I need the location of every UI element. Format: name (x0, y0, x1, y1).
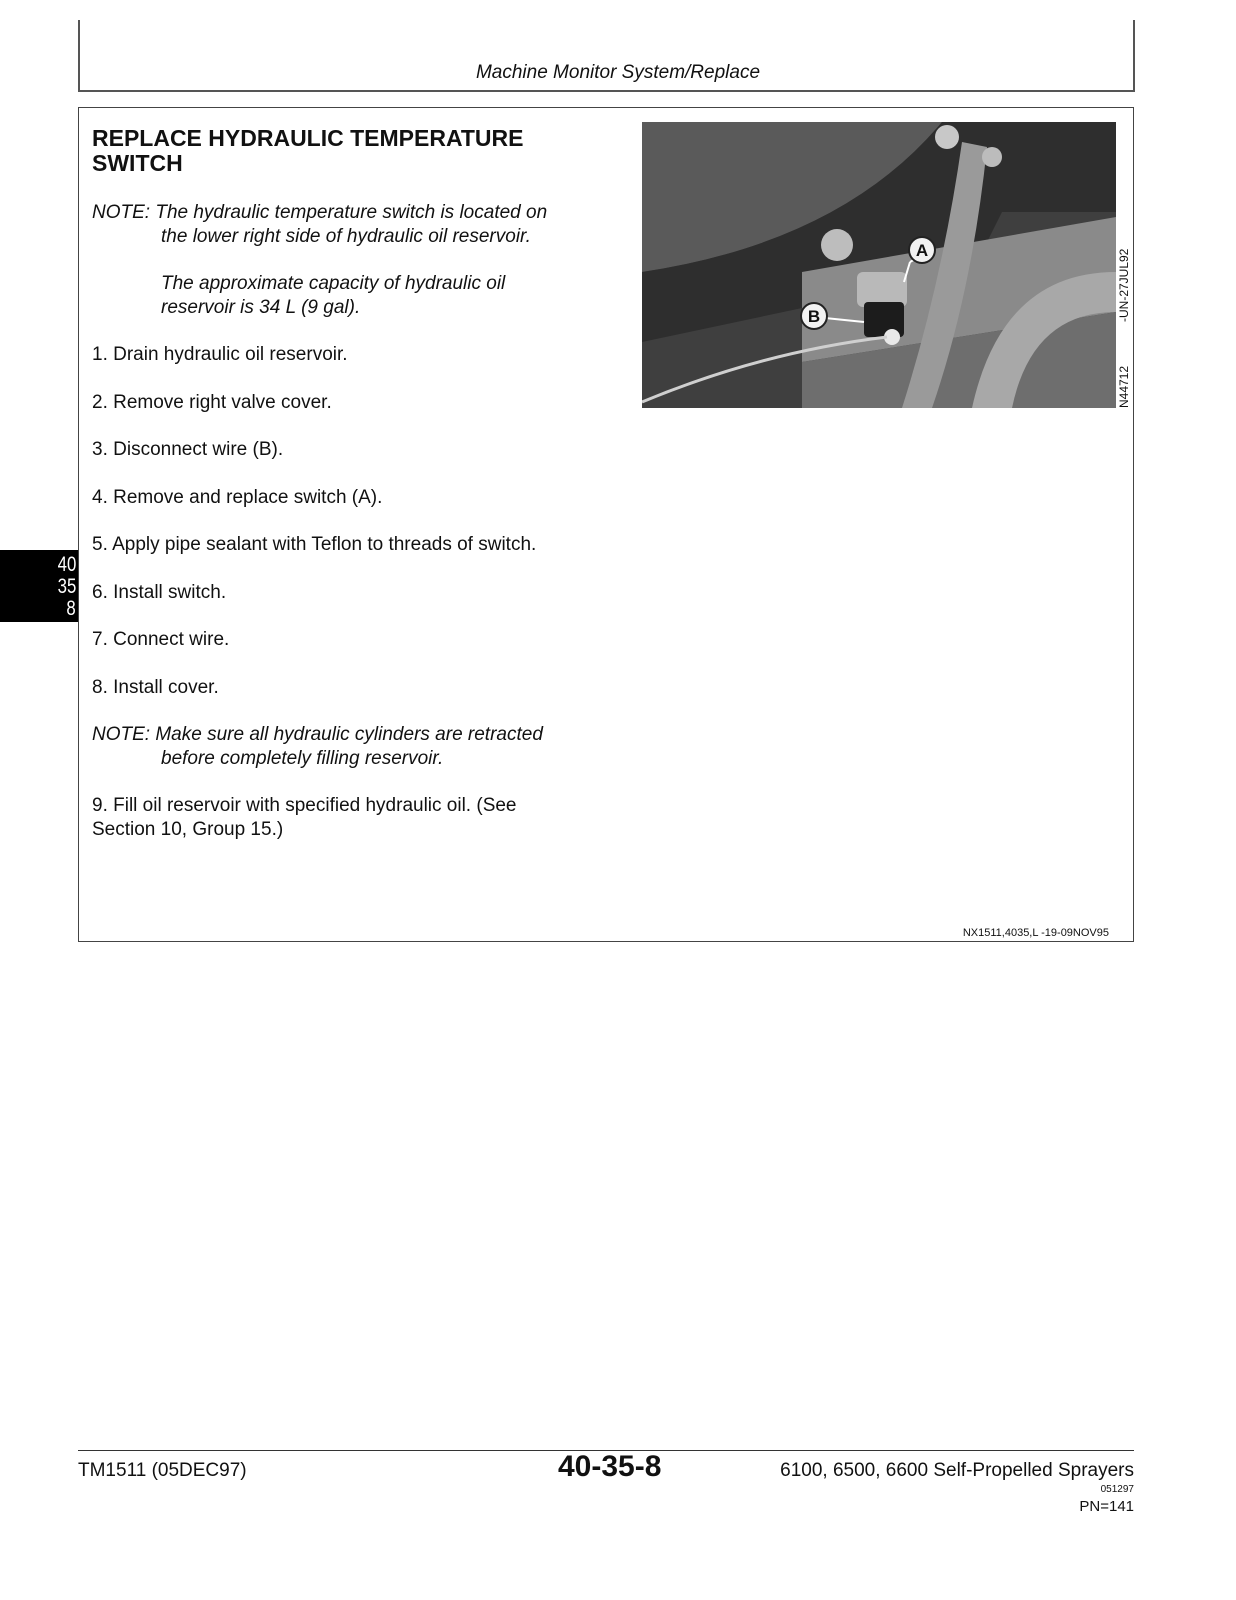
photo-code-top: -UN-27JUL92 (1117, 248, 1131, 322)
note-text: The hydraulic temperature switch is located on (155, 202, 548, 223)
switch-photo (642, 122, 1116, 408)
step-5: 5. Apply pipe sealant with Teflon to threads of switch. (92, 534, 537, 555)
step-3: 3. Disconnect wire (B). (92, 439, 284, 460)
note-label: NOTE: (92, 202, 151, 223)
photo-code-bottom: N44712 (1117, 365, 1131, 408)
content-box (78, 107, 1134, 942)
note-2 (92, 723, 592, 771)
footer-product-title: 6100, 6500, 6600 Self-Propelled Sprayers (780, 1460, 1134, 1481)
note-text: the lower right side of hydraulic oil reservoir. (161, 226, 531, 247)
header-rule (78, 90, 1135, 92)
section-side-tab (0, 550, 78, 622)
note-text: The approximate capacity of hydraulic oil (161, 273, 506, 294)
note-text: reservoir is 34 L (9 gal). (161, 297, 361, 318)
note-text: before completely filling reservoir. (161, 748, 444, 769)
side-tab-page: 8 (66, 597, 76, 620)
note-1 (92, 201, 592, 249)
step-9-line: Section 10, Group 15.) (92, 819, 284, 840)
callout-a-label: A (915, 241, 929, 260)
note-1-paragraph-2 (92, 272, 592, 320)
switch-photo-graphic (642, 122, 1116, 408)
photo-code (1115, 248, 1135, 408)
step-9 (92, 794, 592, 842)
reference-code: NX1511,4035,L -19-09NOV95 (962, 927, 1109, 939)
note-text: Make sure all hydraulic cylinders are retracted (155, 724, 543, 745)
step-6: 6. Install switch. (92, 582, 227, 603)
step-2: 2. Remove right valve cover. (92, 392, 332, 413)
step-9-line: 9. Fill oil reservoir with specified hydraulic oil. (See (92, 795, 517, 816)
footer-page-number: 40-35-8 (558, 1450, 662, 1483)
footer-manual-id: TM1511 (05DEC97) (78, 1460, 247, 1481)
side-tab-section: 40 (57, 553, 76, 576)
step-1: 1. Drain hydraulic oil reservoir. (92, 344, 348, 365)
footer-date-code: 051297 (1100, 1484, 1134, 1495)
side-tab-group: 35 (57, 575, 76, 598)
step-4: 4. Remove and replace switch (A). (92, 487, 383, 508)
callout-b-label: B (807, 307, 821, 326)
step-8: 8. Install cover. (92, 677, 219, 698)
header-title: Machine Monitor System/Replace (475, 62, 761, 83)
note-label: NOTE: (92, 724, 151, 745)
section-title: REPLACE HYDRAULIC TEMPERATURE SWITCH (92, 125, 524, 176)
step-7: 7. Connect wire. (92, 629, 230, 650)
footer-pn: PN=141 (1079, 1498, 1134, 1515)
